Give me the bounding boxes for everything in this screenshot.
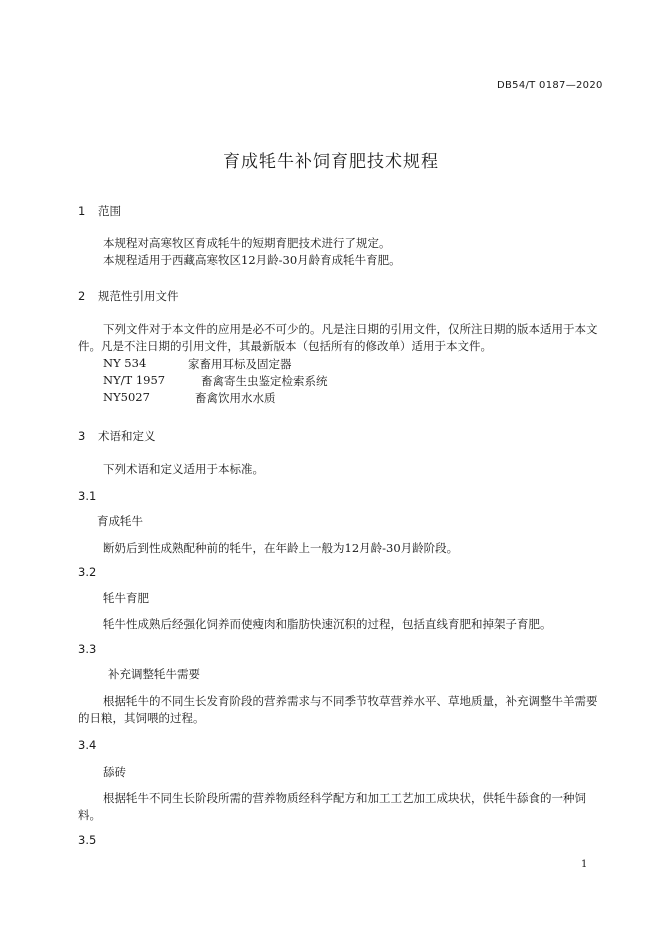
term-definition: 根据牦牛不同生长阶段所需的营养物质经科学配方和加工工艺加工成块状，供牦牛舔食的一种饲 [103, 791, 586, 805]
reference-title: 畜禽饮用水水质 [195, 391, 276, 405]
clause-number: 3.3 [78, 642, 97, 656]
term-definition: 料。 [78, 808, 101, 822]
reference-code: NY5027 [103, 390, 150, 404]
reference-code: NY 534 [103, 356, 147, 370]
section-number: 1 [78, 204, 86, 218]
document-number: DB54/T 0187—2020 [497, 80, 603, 91]
section-3-heading [78, 428, 156, 444]
section-2-paragraph-line: 下列文件对于本文件的应用是必不可少的。凡是注日期的引用文件，仅所注日期的版本适用于本文 [103, 322, 598, 336]
term-definition: 断奶后到性成熟配种前的牦牛，在年龄上一般为12月龄-30月龄阶段。 [103, 541, 459, 555]
section-number: 2 [78, 289, 86, 303]
term-definition: 的日粮，其饲喂的过程。 [78, 711, 205, 725]
page-number: 1 [581, 859, 588, 870]
section-2-paragraph-line: 件。凡是不注日期的引用文件，其最新版本（包括所有的修改单）适用于本文件。 [78, 339, 492, 353]
section-3-paragraph: 下列术语和定义适用于本标准。 [103, 462, 264, 476]
term-name: 牦牛育肥 [103, 591, 149, 605]
term-name: 补充调整牦牛需要 [108, 667, 200, 681]
section-title: 范围 [98, 204, 121, 218]
section-1-heading [78, 203, 121, 219]
reference-title: 家畜用耳标及固定器 [188, 357, 292, 371]
term-definition: 牦牛性成熟后经强化饲养而使瘦肉和脂肪快速沉积的过程，包括直线育肥和掉架子育肥。 [103, 617, 552, 631]
section-title: 规范性引用文件 [98, 289, 179, 303]
section-number: 3 [78, 429, 86, 443]
clause-number: 3.4 [78, 738, 97, 752]
clause-number: 3.2 [78, 565, 97, 579]
term-name: 育成牦牛 [97, 514, 143, 528]
reference-title: 畜禽寄生虫鉴定检索系统 [201, 374, 328, 388]
term-name: 舔砖 [103, 765, 126, 779]
document-title: 育成牦牛补饲育肥技术规程 [223, 152, 439, 172]
clause-number: 3.5 [78, 833, 97, 847]
section-1-paragraph: 本规程适用于西藏高寒牧区12月龄-30月龄育成牦牛育肥。 [103, 253, 401, 267]
term-definition: 根据牦牛的不同生长发育阶段的营养需求与不同季节牧草营养水平、草地质量，补充调整牛羊需要 [103, 694, 598, 708]
section-1-paragraph: 本规程对高寒牧区育成牦牛的短期育肥技术进行了规定。 [103, 236, 391, 250]
clause-number: 3.1 [78, 489, 97, 503]
reference-code: NY/T 1957 [103, 373, 166, 387]
section-2-heading [78, 288, 179, 304]
section-title: 术语和定义 [98, 429, 156, 443]
